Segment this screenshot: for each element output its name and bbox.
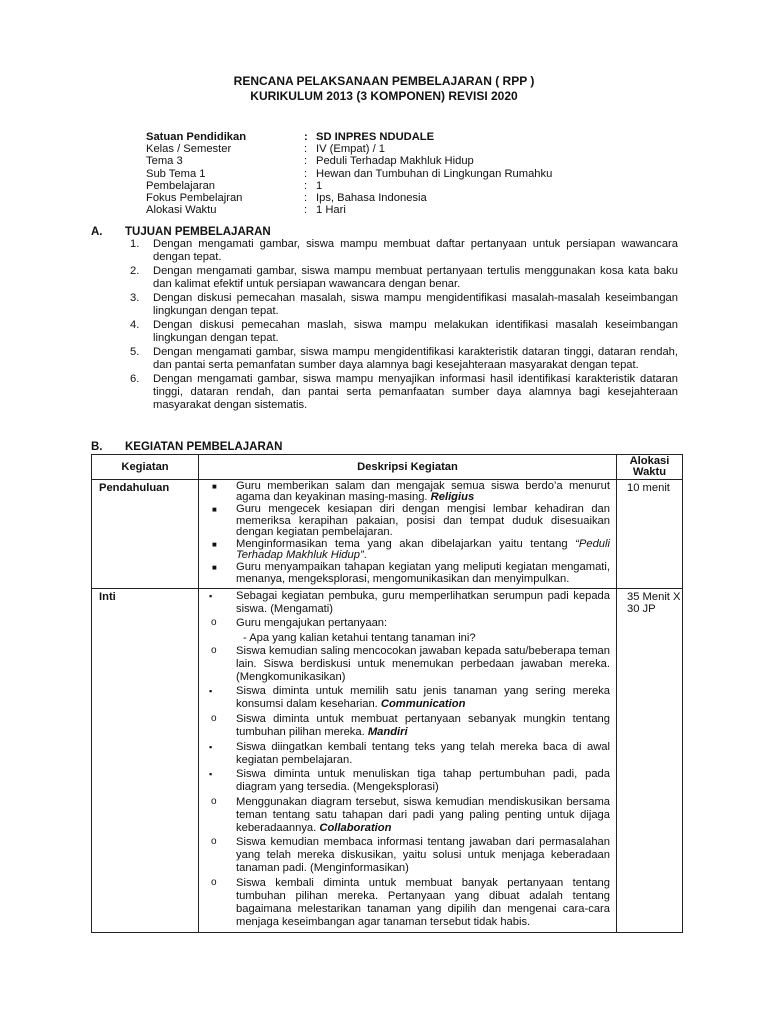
item-text: Siswa diminta untuk memilih satu jenis tanaman yang sering mereka konsumsi dalam keseharian. xyxy=(236,685,610,711)
goal-item xyxy=(130,346,678,372)
small-square-bullet-icon: ▪ xyxy=(209,741,213,752)
goal-number: 5. xyxy=(130,345,140,358)
activity-time: 10 menit xyxy=(617,480,683,589)
goal-number: 4. xyxy=(130,318,140,331)
header-alokasi-line2: Waktu xyxy=(632,466,667,478)
info-colon: : xyxy=(304,131,308,143)
info-label: Satuan Pendidikan xyxy=(146,131,247,143)
question-line: - Apa yang kalian ketahui tentang tanaman ini? xyxy=(243,631,476,644)
list-item xyxy=(205,768,610,794)
list-item xyxy=(205,645,610,684)
goal-text: Dengan mengamati gambar, siswa mampu mengidentifikasi karakteristik dataran tinggi, dataran rendah, dan pantai serta pemanfatan sumber daya alamnya bagi kesejahteraan masyarakat dengan tepat. xyxy=(153,345,678,371)
item-text: Siswa kemudian membaca informasi tentang jawaban dari permasalahan yang telah mereka diskusikan, yaitu solusi untuk menjaga keberadaan tanaman padi. (Menginformasikan) xyxy=(236,836,610,875)
list-item xyxy=(205,481,610,504)
info-colon: : xyxy=(304,179,308,192)
goal-item xyxy=(130,292,678,318)
activity-label: Inti xyxy=(92,588,199,933)
square-bullet-icon: ■ xyxy=(212,540,217,550)
goal-number: 2. xyxy=(130,264,140,277)
goal-item xyxy=(130,319,678,345)
square-bullet-icon: ■ xyxy=(212,482,217,491)
info-label: Alokasi Waktu xyxy=(146,204,217,217)
info-value: Ips, Bahasa Indonesia xyxy=(316,191,427,204)
circle-bullet-icon: o xyxy=(211,795,217,807)
item-text: Siswa diingatkan kembali tentang teks yang telah mereka baca di awal kegiatan pembelajaran. xyxy=(236,740,610,766)
info-value: Hewan dan Tumbuhan di Lingkungan Rumahku xyxy=(316,167,553,180)
item-text: Menginformasikan tema yang akan dibelajarkan yaitu tentang xyxy=(236,538,576,551)
info-label: Tema 3 xyxy=(146,155,183,168)
document-title-line2: KURIKULUM 2013 (3 KOMPONEN) REVISI 2020 xyxy=(250,89,518,103)
item-text: Menggunakan diagram tersebut, siswa kemudian mendiskusikan bersama teman tentang satu tahapan dari padi yang paling penting untuk dijaga keberadaannya. xyxy=(236,795,610,834)
goal-item xyxy=(130,238,678,264)
list-item xyxy=(205,562,610,585)
activity-time-line2: 30 JP xyxy=(627,602,656,615)
info-colon: : xyxy=(304,155,308,168)
list-item xyxy=(205,685,610,711)
item-text: Guru mengajukan pertanyaan: xyxy=(236,617,388,630)
list-item xyxy=(205,539,610,562)
list-item xyxy=(205,836,610,875)
item-text: Guru menyampaikan tahapan kegiatan yang meliputi kegiatan mengamati, menanya, mengeksplorasi, mengomunikasikan dan menyimpulkan. xyxy=(236,561,610,585)
item-text: Siswa kemudian saling mencocokan jawaban kepada satu/beberapa teman lain. Siswa berdiskusi untuk menemukan perbedaan jawaban mereka. (Mengkomunikasikan) xyxy=(236,644,610,683)
info-value: SD INPRES NDUDALE xyxy=(316,131,435,143)
activity-description xyxy=(199,588,617,933)
list-item xyxy=(205,504,610,538)
info-value: IV (Empat) / 1 xyxy=(316,143,386,156)
small-square-bullet-icon: ▪ xyxy=(209,686,213,697)
header-alokasi xyxy=(617,455,683,480)
info-label: Kelas / Semester xyxy=(146,143,232,156)
goal-number: 6. xyxy=(130,372,140,385)
goal-text: Dengan mengamati gambar, siswa mampu membuat daftar pertanyaan untuk persiapan wawancara dengan tepat. xyxy=(153,238,678,263)
document-title-line1: RENCANA PELAKSANAAN PEMBELAJARAN ( RPP ) xyxy=(233,74,535,88)
header-kegiatan: Kegiatan xyxy=(92,455,199,480)
item-text: Siswa diminta untuk membuat pertanyaan sebanyak mungkin tentang tumbuhan pilihan mereka. xyxy=(236,713,610,738)
section-letter: A. xyxy=(91,226,103,238)
activity-time-line1: 35 Menit X xyxy=(627,590,681,603)
list-item xyxy=(205,713,610,739)
info-colon: : xyxy=(304,167,308,180)
item-emphasis: Communication xyxy=(380,698,466,711)
table-row-pendahuluan xyxy=(92,480,683,589)
info-label: Fokus Pembelajran xyxy=(146,191,243,204)
item-text: Sebagai kegiatan pembuka, guru memperlihatkan serumpun padi kepada siswa. (Mengamati) xyxy=(236,589,610,615)
info-value: 1 Hari xyxy=(316,204,346,217)
info-label: Sub Tema 1 xyxy=(146,167,206,180)
circle-bullet-icon: o xyxy=(211,836,217,848)
list-item xyxy=(205,796,610,835)
goal-item xyxy=(130,265,678,291)
table-row-inti xyxy=(92,588,683,933)
item-text: Guru mengecek kesiapan diri dengan mengisi lembar kehadiran dan memeriksa kerapihan pakaian, posisi dan tempat duduk disesuaikan dengan kegiatan pembelajaran. xyxy=(236,503,610,539)
circle-bullet-icon: o xyxy=(211,713,217,725)
info-colon: : xyxy=(304,143,308,156)
list-item xyxy=(205,741,610,767)
item-text: Siswa diminta untuk menuliskan tiga tahap pertumbuhan padi, pada diagram yang tersedia. (Mengeksplorasi) xyxy=(236,768,610,794)
list-item xyxy=(205,590,610,616)
goal-number: 3. xyxy=(130,291,140,304)
goal-text: Dengan mengamati gambar, siswa mampu menyajikan informasi hasil identifikasi karakteristik dataran tinggi, dataran rendah, dan pantai serta pemanfaatan sumber daya alamnya bagi kesejahteraan masyarakat dengan sistematis. xyxy=(153,372,678,411)
info-value: 1 xyxy=(316,179,323,192)
info-colon: : xyxy=(304,204,308,217)
item-emphasis: Religius xyxy=(430,491,475,504)
list-item xyxy=(205,617,610,630)
section-letter: B. xyxy=(91,441,103,453)
activity-description xyxy=(199,480,617,589)
item-italic: “Peduli Terhadap Makhluk Hidup” xyxy=(236,538,610,562)
goals-list xyxy=(130,238,678,413)
header-deskripsi: Deskripsi Kegiatan xyxy=(199,455,617,480)
circle-bullet-icon: o xyxy=(211,644,217,656)
activities-table xyxy=(91,454,683,933)
goal-text: Dengan diskusi pemecahan maslah, siswa mampu melakukan identifikasi masalah keseimbangan lingkungan dengan tepat. xyxy=(153,318,678,344)
goal-item xyxy=(130,373,678,411)
section-title: KEGIATAN PEMBELAJARAN xyxy=(125,441,283,453)
info-value: Peduli Terhadap Makhluk Hidup xyxy=(316,155,474,168)
small-square-bullet-icon: ▪ xyxy=(209,590,213,601)
item-emphasis: Collaboration xyxy=(319,821,392,834)
goal-text: Dengan diskusi pemecahan masalah, siswa mampu mengidentifikasi masalah-masalah keseimbangan lingkungan dengan tepat. xyxy=(153,291,678,317)
section-title: TUJUAN PEMBELAJARAN xyxy=(125,226,271,238)
header-alokasi-line1: Alokasi xyxy=(629,455,670,467)
list-item xyxy=(205,877,610,929)
square-bullet-icon: ■ xyxy=(212,563,217,573)
circle-bullet-icon: o xyxy=(211,617,217,629)
goal-number: 1. xyxy=(130,238,140,250)
info-colon: : xyxy=(304,191,308,204)
circle-bullet-icon: o xyxy=(211,876,217,888)
square-bullet-icon: ■ xyxy=(212,505,217,515)
item-text: Guru memberikan salam dan mengajak semua siswa berdo’a menurut agama dan keyakinan masing-masing. xyxy=(236,480,610,504)
item-text: Siswa kembali diminta untuk membuat banyak pertanyaan tentang tumbuhan pilihan mereka. Pertanyaan yang dibuat adalah tentang bagaimana melestarikan tanaman yang dipilih dan mengenai cara-cara menjaga keseimbangan agar tanaman tersebut tidak habis. xyxy=(236,876,610,928)
item-text-after: . xyxy=(363,549,367,562)
table-header-row xyxy=(92,455,683,480)
activity-time xyxy=(617,588,683,933)
goal-text: Dengan mengamati gambar, siswa mampu membuat pertanyaan tertulis menggunakan kosa kata baku dan kalimat efektif untuk persiapan wawancara dengan benar. xyxy=(153,264,678,290)
item-emphasis: Mandiri xyxy=(367,726,408,738)
activity-label: Pendahuluan xyxy=(92,480,199,589)
small-square-bullet-icon: ▪ xyxy=(209,769,213,780)
info-label: Pembelajaran xyxy=(146,179,216,192)
